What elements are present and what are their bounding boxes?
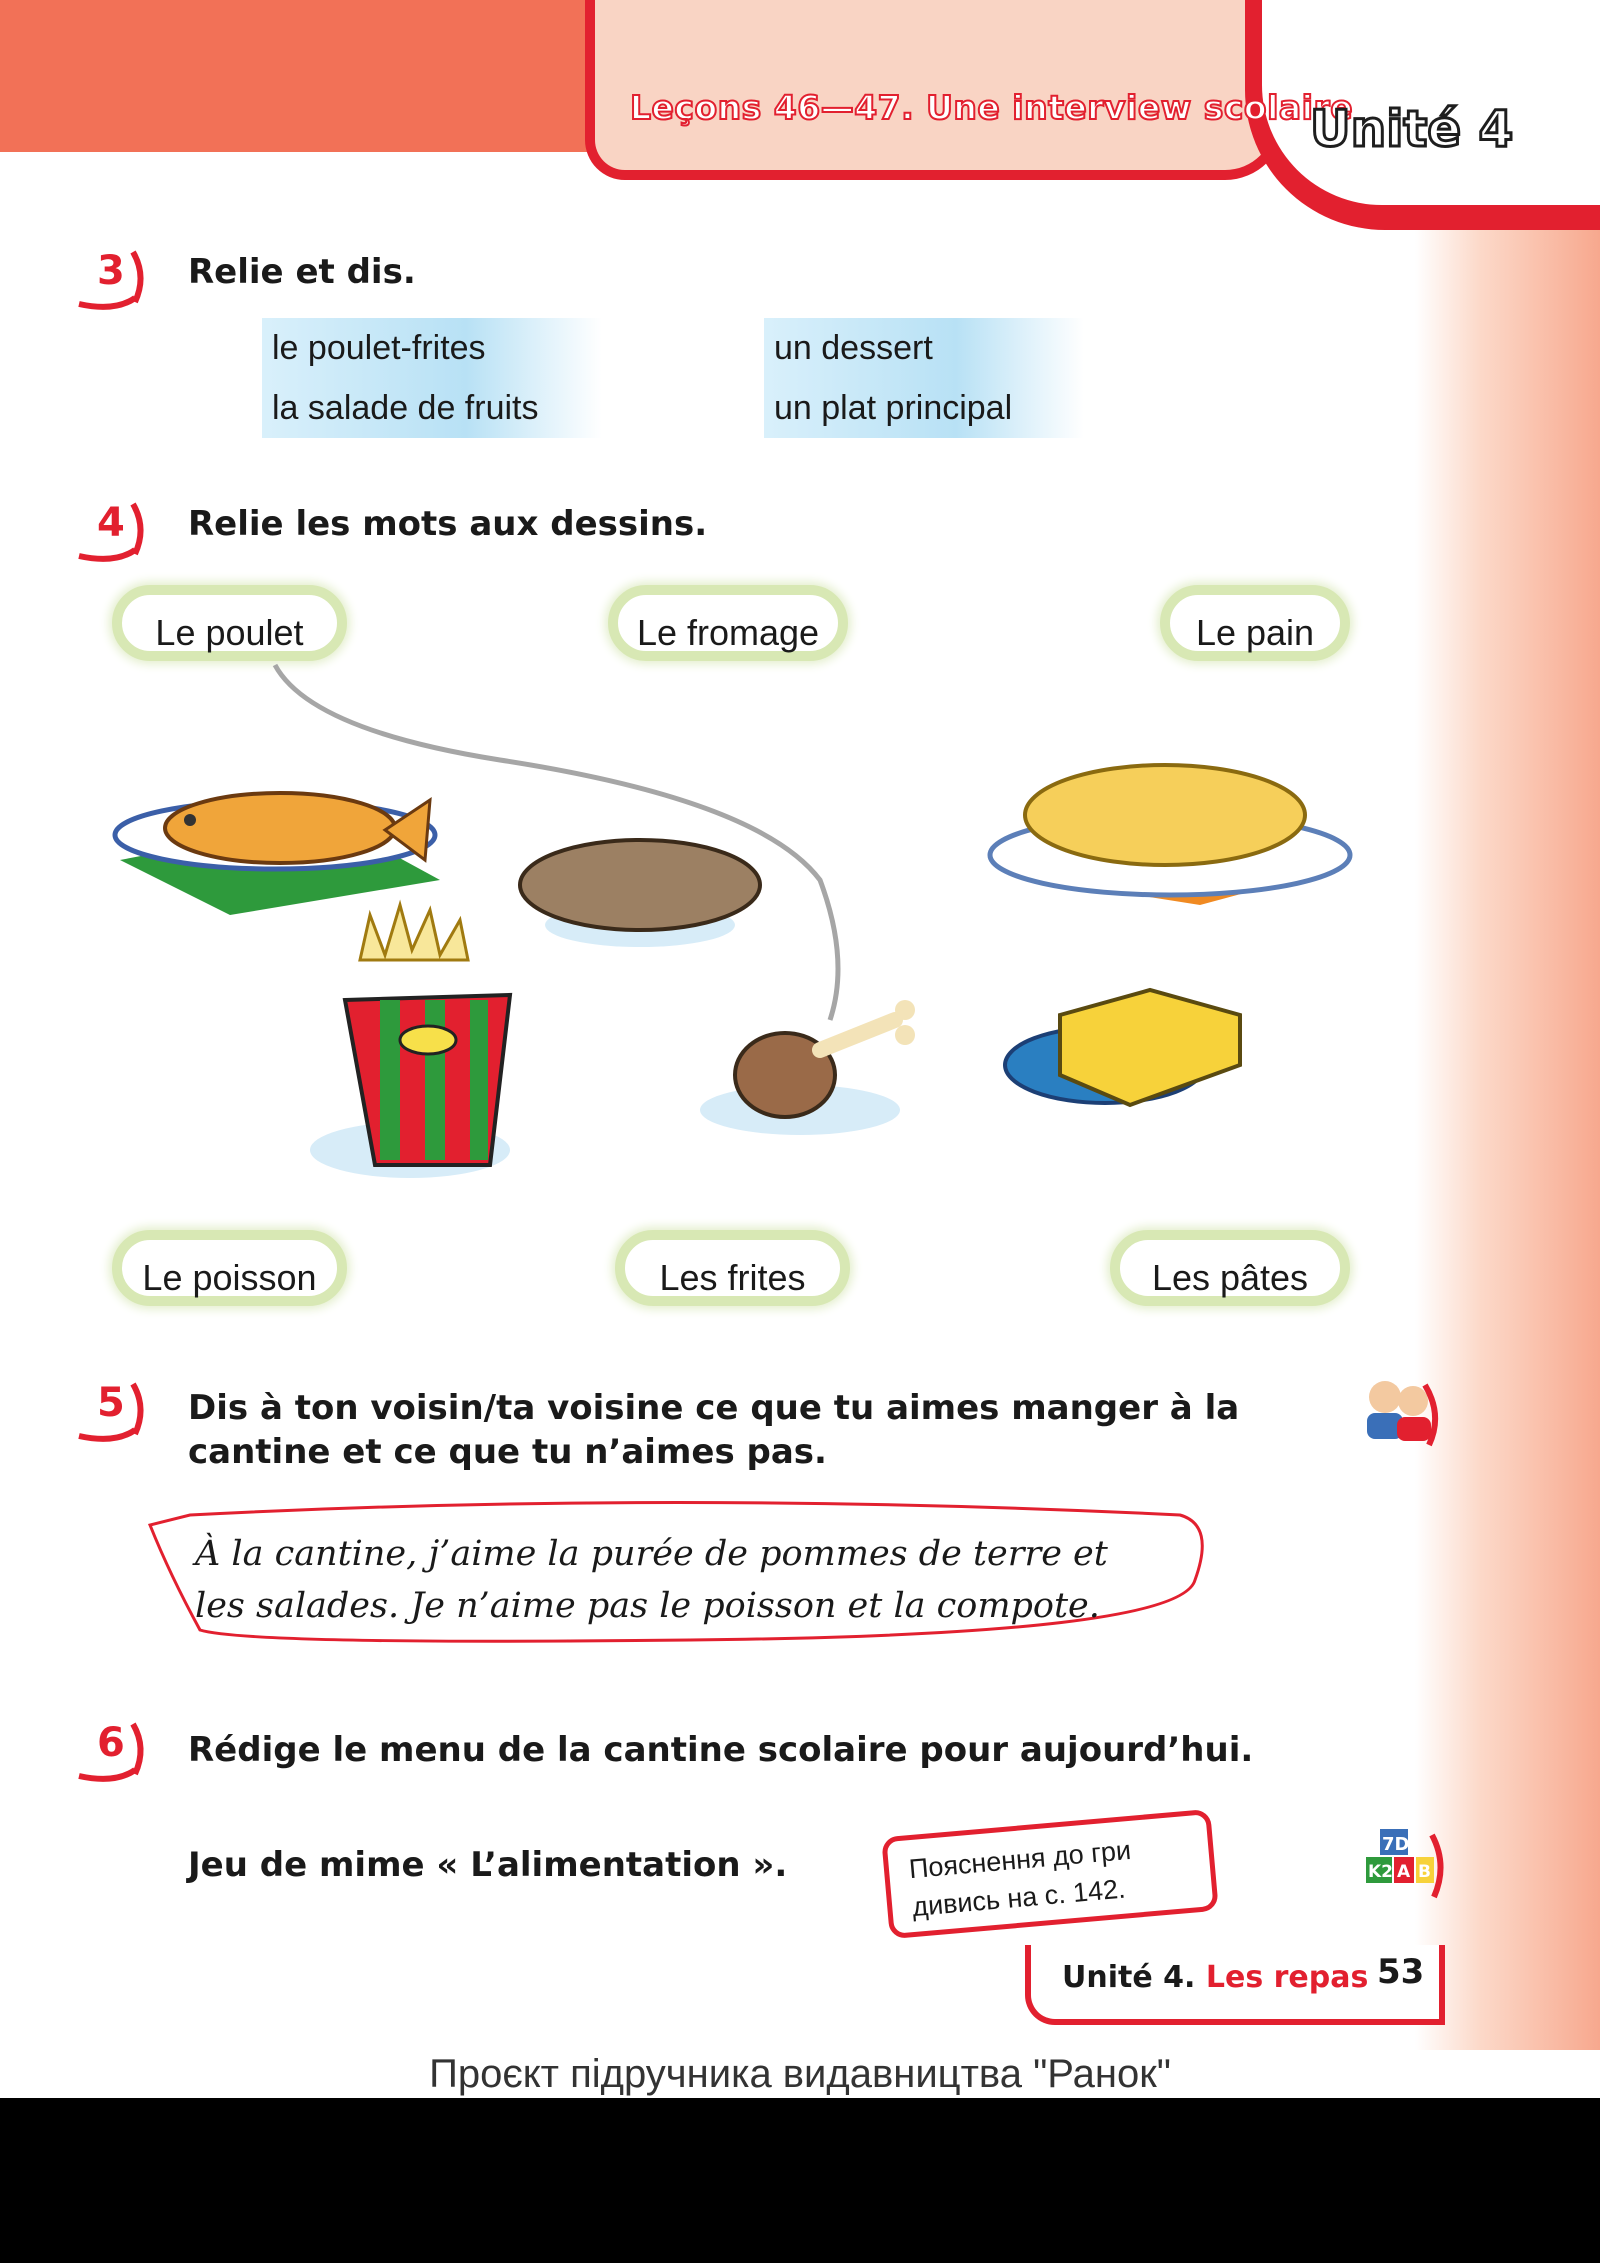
exercise-4-instruction: Relie les mots aux dessins.	[188, 504, 708, 544]
watermark: Проєкт підручника видавництва "Ранок"	[0, 2050, 1600, 2098]
footer-topic: Les repas	[1205, 1960, 1369, 1995]
match-left-1[interactable]: le poulet-frites	[262, 318, 602, 378]
game-note-line1: Пояснення до гри	[907, 1834, 1133, 1885]
pair-work-icon	[1355, 1375, 1445, 1450]
exercise-5-instruction	[188, 1386, 1248, 1474]
exercise-6-instruction: Rédige le menu de la cantine scolaire pour aujourd’hui.	[188, 1730, 1254, 1770]
chicken-leg-picture	[700, 1000, 915, 1135]
exercise-3-instruction: Relie et dis.	[188, 252, 416, 292]
blocks-game-icon	[1360, 1825, 1450, 1905]
cheese-picture	[1005, 990, 1240, 1105]
exercise-number-6: 6	[75, 1718, 145, 1780]
exercise-5-instruction-line1: Dis à ton voisin/ta voisine ce que tu aimes manger à la	[188, 1388, 1240, 1428]
word-tag-bread[interactable]: Le pain	[1160, 585, 1350, 661]
exercise-number-3: 3	[75, 246, 145, 308]
match-right-1[interactable]: un dessert	[764, 318, 1084, 378]
footer-unit-label: Unité 4.	[1062, 1960, 1196, 1995]
exercise-number-5: 5	[75, 1378, 145, 1440]
speech-bubble-text	[195, 1528, 1108, 1632]
svg-text:7D: 7D	[1382, 1834, 1410, 1855]
unit-label: Unité 4	[1310, 100, 1514, 158]
svg-text:B: B	[1418, 1862, 1431, 1882]
svg-text:K2: K2	[1368, 1862, 1394, 1882]
exercise-5-instruction-line2: cantine et ce que tu n’aimes pas.	[188, 1432, 827, 1472]
word-tag-cheese[interactable]: Le fromage	[608, 585, 848, 661]
page-number: 53	[1377, 1952, 1425, 1992]
lesson-title: Leçons 46—47. Une interview scolaire	[630, 88, 1354, 127]
speech-bubble-line1: À la cantine, j’aime la purée de pommes de terre et	[195, 1534, 1108, 1574]
match-right-2[interactable]: un plat principal	[764, 378, 1084, 438]
footer-unit	[1062, 1960, 1368, 1995]
pasta-picture	[990, 765, 1350, 905]
match-left-2[interactable]: la salade de fruits	[262, 378, 602, 438]
game-note	[881, 1809, 1219, 1939]
fish-picture	[115, 793, 440, 915]
exercise-number-4: 4	[75, 498, 145, 560]
game-label: Jeu de mime « L’alimentation ».	[188, 1845, 788, 1885]
word-tag-fish[interactable]: Le poisson	[112, 1230, 347, 1306]
word-tag-pasta[interactable]: Les pâtes	[1110, 1230, 1350, 1306]
speech-bubble-line2: les salades. Je n’aime pas le poisson et la compote.	[195, 1586, 1100, 1626]
word-tag-chicken[interactable]: Le poulet	[112, 585, 347, 661]
game-note-line2: дивись на с. 142.	[911, 1873, 1127, 1923]
fries-picture	[310, 905, 510, 1178]
bottom-black-bar	[0, 2070, 1600, 2263]
bread-picture	[520, 840, 760, 947]
svg-text:A: A	[1397, 1862, 1411, 1882]
word-tag-fries[interactable]: Les frites	[615, 1230, 850, 1306]
